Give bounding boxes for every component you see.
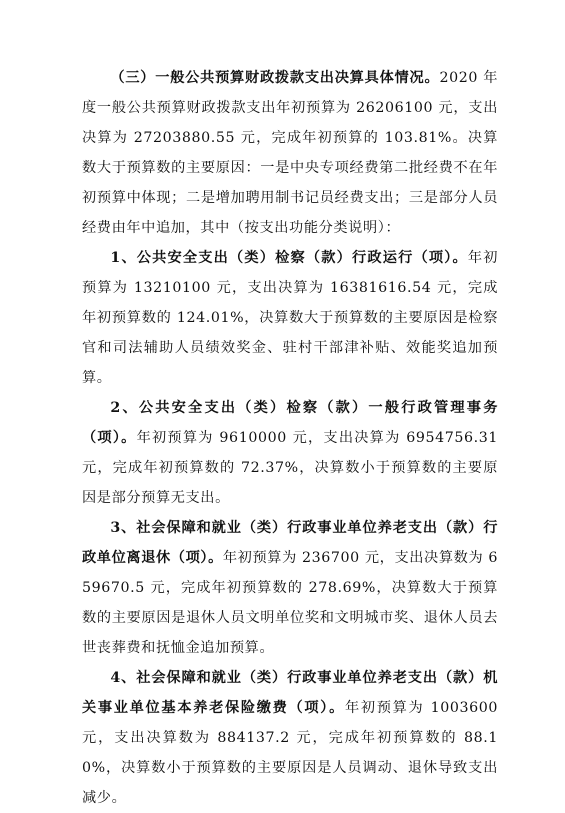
- item-1-heading: 1、公共安全支出（类）检察（款）行政运行（项）。: [110, 250, 468, 266]
- item-4-body: 年初预算为 1003600 元，支出决算数为 884137.2 元，完成年初预算数的 88.10%，决算数小于预算数的主要原因是人员调动、退休导致支出减少。: [82, 700, 498, 806]
- item-3-heading: 3、社会保障和就业（类）行政事业单位养老支出（款）行政单位离退休（项）。: [82, 520, 498, 566]
- item-4-paragraph: [82, 663, 498, 813]
- item-3-body: 年初预算为 236700 元，支出决算数为 659670.5 元，完成年初预算数的 278.69%，决算数大于预算数的主要原因是退休人员文明单位奖和文明城市奖、退休人员去世丧葬费和抚恤金追加预算。: [82, 550, 498, 656]
- item-4-heading: 4、社会保障和就业（类）行政事业单位养老支出（款）机关事业单位基本养老保险缴费（项）。: [82, 670, 498, 716]
- section-intro-paragraph: [82, 63, 498, 243]
- item-1-paragraph: [82, 243, 498, 393]
- section-intro-body: 2020 年度一般公共预算财政拨款支出年初预算为 26206100 元，支出决算为 27203880.55 元，完成年初预算的 103.81%。决算数大于预算数的主要原因：一是中央专项经费第二批经费不在年初预算中体现；二是增加聘用制书记员经费支出；三是部分人员经费由年中追加，其中（按支出功能分类说明）：: [82, 70, 499, 236]
- item-3-paragraph: [82, 513, 498, 663]
- document-page: [82, 63, 498, 813]
- item-1-body: 年初预算为 13210100 元，支出决算为 16381616.54 元，完成年初预算数的 124.01%，决算数大于预算数的主要原因是检察官和司法辅助人员绩效奖金、驻村干部津补贴、效能奖追加预算。: [82, 250, 498, 386]
- item-2-paragraph: [82, 393, 498, 513]
- item-2-heading: 2、公共安全支出（类）检察（款）一般行政管理事务（项）。: [82, 400, 498, 446]
- section-intro-heading: （三）一般公共预算财政拨款支出决算具体情况。: [110, 70, 440, 86]
- item-2-body: 年初预算为 9610000 元，支出决算为 6954756.31 元，完成年初预算数的 72.37%，决算数小于预算数的主要原因是部分预算无支出。: [82, 430, 498, 506]
